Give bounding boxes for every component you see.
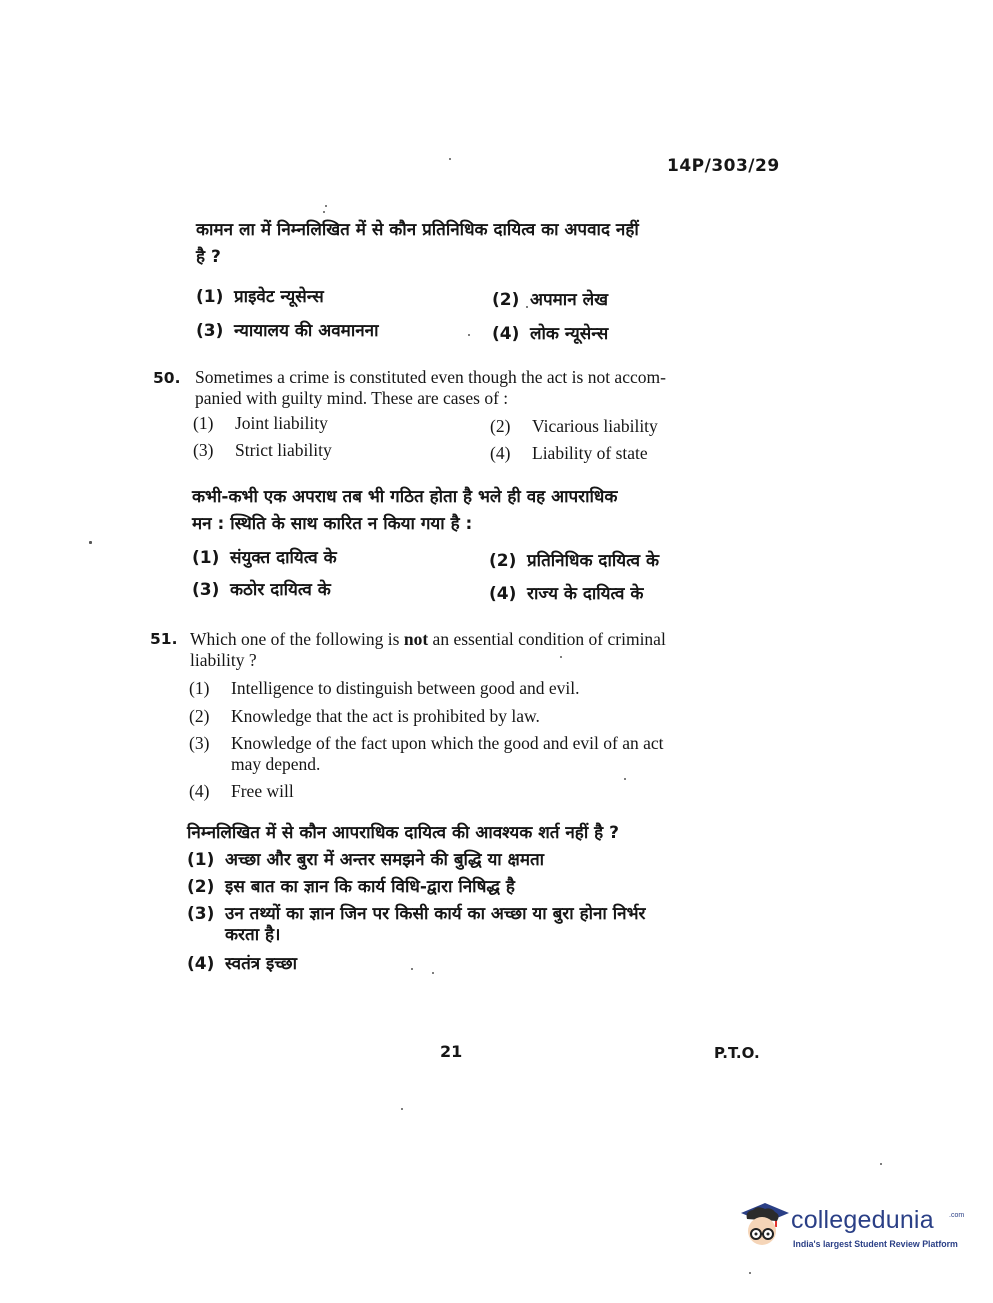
q50-hindi-option-2 (489, 548, 659, 571)
option-number: (3) (189, 733, 210, 753)
q51-option-3-line2: may depend. (231, 754, 321, 774)
option-text: Vicarious liability (532, 416, 658, 436)
option-number: (2) (189, 706, 210, 726)
option-number: (2) (490, 416, 511, 436)
option-text: संयुक्त दायित्व के (230, 548, 337, 568)
scan-speck (449, 158, 451, 160)
option-text: Intelligence to distinguish between good and evil. (231, 678, 580, 698)
option-number: (2) (187, 877, 215, 897)
logo-tagline: India's largest Student Review Platform (793, 1239, 958, 1249)
scan-speck (411, 968, 413, 970)
scan-speck (325, 205, 327, 207)
option-text: अपमान लेख (530, 290, 608, 310)
q51-number: 51. (150, 630, 178, 648)
q50-hindi-option-1 (192, 545, 337, 568)
scan-speck (624, 778, 626, 780)
option-text: Strict liability (235, 440, 332, 460)
option-text: राज्य के दायित्व के (527, 584, 644, 604)
option-number: (1) (192, 548, 220, 568)
q50-option-3 (193, 440, 332, 461)
scan-speck (401, 1108, 403, 1110)
option-text: Knowledge that the act is prohibited by law. (231, 706, 540, 726)
scan-speck (526, 306, 528, 308)
option-number: (3) (187, 904, 215, 924)
option-number: (1) (196, 287, 224, 307)
option-text: लोक न्यूसेन्स (530, 324, 609, 344)
option-text: Knowledge of the fact upon which the good and evil of an act (231, 733, 664, 753)
option-number: (4) (187, 954, 215, 974)
scan-speck (432, 972, 434, 974)
scan-speck (749, 1272, 751, 1274)
option-text: इस बात का ज्ञान कि कार्य विधि-द्वारा निषिद्ध है (225, 877, 515, 897)
q51-option-1 (189, 678, 579, 699)
logo-wordmark: collegedunia (791, 1206, 934, 1234)
q50-option-2 (490, 416, 658, 437)
option-number: (3) (193, 440, 214, 460)
q51-stem-post: an essential condition of criminal (428, 629, 666, 649)
option-number: (1) (189, 678, 210, 698)
q51-hindi-stem: निम्नलिखित में से कौन आपराधिक दायित्व की आवश्यक शर्त नहीं है ? (187, 823, 619, 843)
q50-stem-line2: panied with guilty mind. These are cases of : (195, 388, 509, 408)
option-text: स्वतंत्र इच्छा (225, 954, 297, 974)
q51-option-3 (189, 733, 664, 754)
option-text: Liability of state (532, 443, 648, 463)
option-number: (4) (189, 781, 210, 801)
option-number: (4) (489, 584, 517, 604)
q49-hindi-option-4 (492, 321, 608, 344)
option-text: अच्छा और बुरा में अन्तर समझने की बुद्धि या क्षमता (225, 850, 545, 870)
scan-speck (560, 656, 562, 658)
page-number: 21 (440, 1042, 463, 1061)
q51-option-2 (189, 706, 540, 727)
paper-code: 14P/303/29 (667, 156, 780, 176)
option-number: (3) (192, 580, 220, 600)
option-number: (2) (489, 551, 517, 571)
logo-domain-suffix: .com (949, 1212, 965, 1219)
option-text: कठोर दायित्व के (230, 580, 331, 600)
q51-hindi-option-4 (187, 951, 297, 974)
q51-stem-line1 (190, 629, 666, 650)
option-text: उन तथ्यों का ज्ञान जिन पर किसी कार्य का अच्छा या बुरा होना निर्भर (225, 904, 646, 924)
option-number: (3) (196, 321, 224, 341)
q51-hindi-option-3 (187, 901, 646, 924)
q51-hindi-option-3-line2: करता है। (225, 925, 281, 945)
option-text: प्रतिनिधिक दायित्व के (527, 551, 660, 571)
option-text: न्यायालय की अवमानना (234, 321, 379, 341)
option-text: Free will (231, 781, 294, 801)
q51-hindi-option-1 (187, 847, 544, 870)
q51-hindi-option-2 (187, 874, 515, 897)
q49-hindi-option-2 (492, 287, 608, 310)
q50-option-4 (490, 443, 648, 464)
option-number: (2) (492, 290, 520, 310)
q49-hindi-option-3 (196, 318, 379, 341)
logo-mascot-icon (735, 1195, 795, 1255)
scan-speck (89, 541, 92, 544)
q50-hindi-stem-line2: मन : स्थिति के साथ कारित न किया गया है : (192, 514, 473, 534)
q50-option-1 (193, 413, 328, 434)
q50-number: 50. (153, 369, 181, 387)
scan-speck (468, 334, 470, 336)
q50-hindi-option-3 (192, 577, 331, 600)
option-text: Joint liability (235, 413, 328, 433)
q50-hindi-stem-line1: कभी-कभी एक अपराध तब भी गठित होता है भले ही वह आपराधिक (192, 487, 618, 507)
q51-stem-pre: Which one of the following is (190, 629, 404, 649)
q49-hindi-stem-line1: कामन ला में निम्नलिखित में से कौन प्रतिनिधिक दायित्व का अपवाद नहीं (196, 220, 639, 240)
q50-stem-line1: Sometimes a crime is constituted even though the act is not accom- (195, 367, 666, 387)
q50-hindi-option-4 (489, 581, 643, 604)
option-number: (4) (490, 443, 511, 463)
scan-speck (880, 1163, 882, 1165)
q51-stem-bold: not (403, 629, 429, 649)
q49-hindi-stem-line2: है ? (196, 247, 221, 267)
q51-stem-line2: liability ? (190, 650, 257, 670)
option-number: (1) (187, 850, 215, 870)
option-number: (4) (492, 324, 520, 344)
scan-speck (323, 211, 325, 213)
option-number: (1) (193, 413, 214, 433)
option-text: प्राइवेट न्यूसेन्स (234, 287, 324, 307)
pto-label: P.T.O. (714, 1044, 760, 1062)
q51-option-4 (189, 781, 294, 802)
q49-hindi-option-1 (196, 284, 324, 307)
